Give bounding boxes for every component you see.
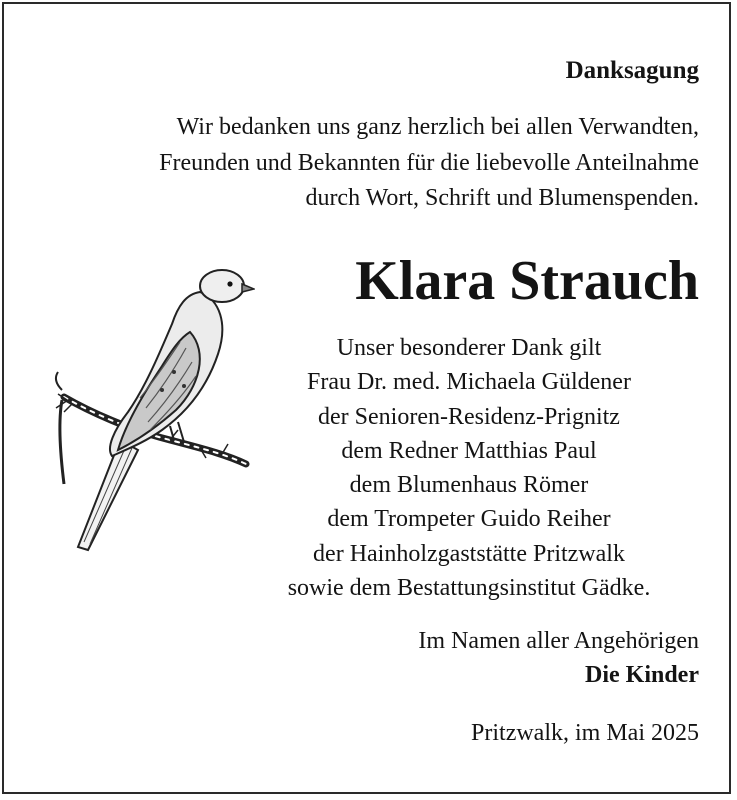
thanks-line: Unser besonderer Dank gilt [336,335,602,361]
thanks-line: Frau Dr. med. Michaela Güldener [307,369,631,396]
intro-line: Wir bedanken uns ganz herzlich bei allen Verwandten, [176,114,699,140]
dove-on-branch-icon [50,262,255,567]
thanks-line: der Hainholzgaststätte Pritzwalk [313,540,625,567]
signoff-line: Im Namen aller Angehörigen [418,628,699,654]
thanks-line: dem Redner Matthias Paul [341,437,597,464]
thanks-line: dem Blumenhaus Römer [349,472,589,499]
place-date: Pritzwalk, im Mai 2025 [471,720,699,746]
signature: Die Kinder [585,662,699,688]
intro-line: durch Wort, Schrift und Blumenspenden. [305,185,699,211]
thanks-list [239,331,699,605]
deceased-name: Klara Strauch [355,250,699,312]
thanks-line: dem Trompeter Guido Reiher [327,506,611,533]
intro-text [39,110,699,217]
thanks-line: sowie dem Bestattungsinstitut Gädke. [287,575,651,602]
signoff [418,624,699,692]
thanks-line: der Senioren-Residenz-Prignitz [318,403,620,430]
notice-heading: Danksagung [565,57,699,84]
intro-line: Freunden und Bekannten für die liebevolle Anteilnahme [159,149,699,176]
